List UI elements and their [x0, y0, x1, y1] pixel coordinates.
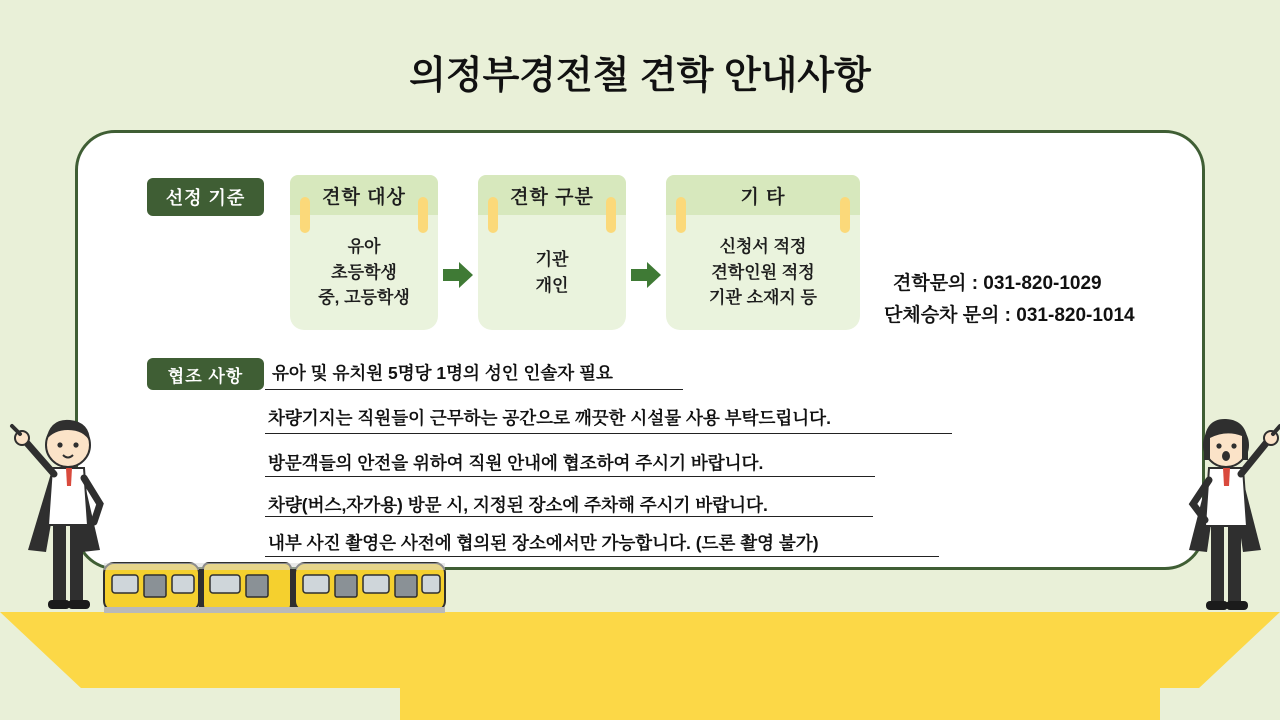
- note-divider: [265, 389, 683, 390]
- flow-step-etc-line-1: 신청서 적정: [719, 237, 807, 257]
- cooperation-note: 유아 및 유치원 5명당 1명의 성인 인솔자 필요: [272, 363, 613, 383]
- flow-step-type-body: [478, 215, 626, 330]
- selection-criteria-label: 선정 기준: [147, 178, 264, 216]
- note-divider: [265, 516, 873, 517]
- connector-tick-icon: [300, 197, 310, 233]
- note-divider: [265, 433, 952, 434]
- bottom-accent-block-right: [520, 688, 1160, 720]
- flow-step-etc-body: [666, 215, 860, 330]
- connector-tick-icon: [488, 197, 498, 233]
- flow-step-type-line-1: 기관: [535, 250, 569, 269]
- connector-tick-icon: [840, 197, 850, 233]
- cooperation-note: 차량(버스,자가용) 방문 시, 지정된 장소에 주차해 주시기 바랍니다.: [268, 495, 768, 515]
- flow-step-type: [478, 175, 626, 330]
- flow-step-etc-header: 기 타: [666, 175, 860, 215]
- flow-step-target-line-3: 중, 고등학생: [318, 288, 410, 308]
- flow-step-target-body: [290, 215, 438, 330]
- cooperation-note: 방문객들의 안전을 위하여 직원 안내에 협조하여 주시기 바랍니다.: [268, 453, 764, 473]
- flow-step-etc-line-3: 기관 소재지 등: [709, 288, 817, 308]
- flow-step-target-header: 견학 대상: [290, 175, 438, 215]
- page-title: 의정부경전철 견학 안내사항: [409, 55, 871, 97]
- arrow-right-icon: [631, 262, 661, 288]
- connector-tick-icon: [676, 197, 686, 233]
- cooperation-note: 차량기지는 직원들이 근무하는 공간으로 깨끗한 시설물 사용 부탁드립니다.: [268, 408, 831, 428]
- flow-step-target-line-2: 초등학생: [331, 262, 397, 282]
- cooperation-note: 내부 사진 촬영은 사전에 협의된 장소에서만 가능합니다. (드론 촬영 불가): [268, 533, 819, 553]
- flow-step-etc: [666, 175, 860, 330]
- light-rail-train-icon: [100, 555, 450, 620]
- connector-tick-icon: [418, 197, 428, 233]
- connector-tick-icon: [606, 197, 616, 233]
- flow-step-type-line-2: 개인: [535, 275, 569, 295]
- group-ride-inquiry-phone: 단체승차 문의 : 031-820-1014: [884, 305, 1135, 326]
- cooperation-label: 협조 사항: [147, 358, 264, 390]
- visit-inquiry-phone: 견학문의 : 031-820-1029: [893, 273, 1102, 294]
- person-pointing-icon: [1175, 400, 1280, 625]
- flow-step-target-line-1: 유아: [347, 237, 381, 257]
- flow-step-target: [290, 175, 438, 330]
- bottom-accent-block-left: [400, 688, 520, 720]
- note-divider: [265, 476, 875, 477]
- flow-step-etc-line-2: 견학인원 적정: [711, 262, 815, 282]
- flow-step-type-header: 견학 구분: [478, 175, 626, 215]
- arrow-right-icon: [443, 262, 473, 288]
